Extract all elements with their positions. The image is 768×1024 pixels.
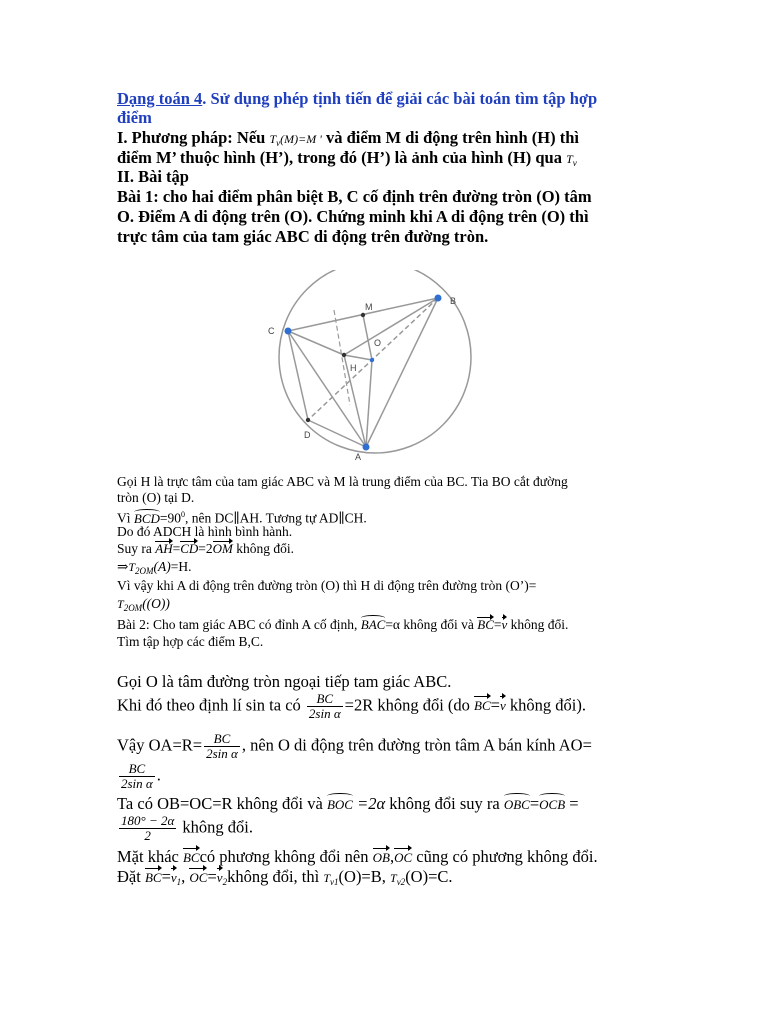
- sol2-line2: Khi đó theo định lí sin ta có $\frac{BC}{\text{2sin α}}$ =2R không đổi (do BC=v không đổi).: [117, 691, 586, 721]
- fraction-ao: $\frac{BC}{\text{2sin α}}$: [121, 761, 153, 791]
- fraction-radius: $\frac{BC}{\text{2sin α}}$: [206, 731, 238, 761]
- altitude-dashed: [334, 310, 350, 405]
- sol1-line4: Do đó ADCH là hình bình hành.: [117, 524, 293, 539]
- fraction-angle: $\frac{180^\circ - 2\alpha}{2}$: [121, 813, 175, 843]
- geometry-figure: [260, 270, 480, 470]
- angle-ocb: OCB: [539, 795, 565, 815]
- bai1-line1: Bài 1: cho hai điểm phân biệt B, C cố định trên đường tròn (O) tâm: [117, 187, 592, 206]
- sol2-line8: Đặt $BC=v_1$, $OC=v_2không$ đổi, thì $T_{v1}(O)=B$, $T_{v2}(O)=C$.: [117, 867, 453, 887]
- heading-line2: điểm: [117, 108, 152, 127]
- point-c: [285, 328, 292, 335]
- sol1-line3: Vì $BCD=90^0$, nên DC∥AH. Tương tự AD∥CH.: [117, 510, 367, 526]
- vector-om: OM: [212, 541, 233, 556]
- bai1-line2: O. Điểm A di động trên (O). Chứng minh khi A di động trên (O) thì: [117, 207, 589, 226]
- method-text: và điểm M di động trên hình (H) thì: [325, 128, 579, 147]
- point-h: [342, 353, 346, 357]
- segment-om: [363, 315, 372, 360]
- label-o: O: [374, 338, 382, 348]
- point-d: [306, 418, 310, 422]
- label-a: A: [355, 452, 362, 462]
- point-b: [435, 295, 442, 302]
- sol1-line1: Gọi H là trực tâm của tam giác ABC và M là trung điểm của BC. Tia BO cắt đường: [117, 474, 568, 489]
- label-h: H: [350, 363, 357, 373]
- sol2-line4: $\frac{BC}{\text{2sin α}}$ .: [121, 761, 161, 791]
- sol1-line8: $T_{2OM}((O))$: [117, 596, 170, 613]
- vector-cd: CD: [180, 541, 199, 556]
- vector-ah: AH: [155, 541, 173, 556]
- segment-dc: [288, 331, 308, 420]
- sol1-line2: tròn (O) tại D.: [117, 490, 195, 505]
- method-line2-text: điểm M’ thuộc hình (H’), trong đó (H’) là ảnh của hình (H) qua: [117, 148, 562, 167]
- point-m: [361, 313, 365, 317]
- segment-ao: [366, 360, 372, 447]
- bai1-line3: trực tâm của tam giác ABC di động trên đường tròn.: [117, 227, 489, 246]
- angle-bac: BAC: [360, 617, 386, 632]
- heading-link[interactable]: Dạng toán 4: [117, 89, 203, 108]
- translation-formula: $T_v(M)=M$ ': [269, 132, 322, 148]
- label-d: D: [304, 430, 311, 440]
- sol2-line3: Vậy OA=R= $\frac{BC}{\text{2sin α}}$ , nên O di động trên đường tròn tâm A bán kính AO=: [117, 731, 592, 761]
- translation-symbol: $T_v$: [566, 152, 577, 168]
- label-c: C: [268, 326, 275, 336]
- exercise-header: II. Bài tập: [117, 167, 189, 186]
- fraction-bc-2sin: $\frac{BC}{\text{2sin α}}$: [308, 691, 341, 721]
- angle-boc: BOC: [327, 795, 353, 815]
- method-label: I. Phương pháp: Nếu: [117, 128, 266, 147]
- point-o: [370, 358, 374, 362]
- vector-bc: BC: [477, 617, 494, 632]
- segment-ho: [344, 355, 372, 360]
- label-b: B: [450, 296, 457, 306]
- angle-bcd: BCD: [133, 510, 160, 526]
- angle-obc: OBC: [504, 795, 530, 815]
- bai2-line2: Tìm tập hợp các điểm B,C.: [117, 634, 264, 649]
- sol1-line5: Suy ra AH=CD=2OM không đổi.: [117, 541, 295, 556]
- point-a: [363, 444, 370, 451]
- sol1-line6: $\Rightarrow T_{2OM}(A)=H$.: [117, 559, 192, 576]
- sol2-line1: Gọi O là tâm đường tròn ngoại tiếp tam giác ABC.: [117, 672, 452, 691]
- sol2-line7: Mặt khác BCcó phương không đổi nên OB,OC cũng có phương không đổi.: [117, 847, 598, 866]
- sol1-line7: Vì vậy khi A di động trên đường tròn (O) thì H di động trên đường tròn (O’)=: [117, 578, 537, 593]
- bai2-line1: Bài 2: Cho tam giác ABC có đỉnh A cố định, BAC=α không đổi và BC=v không đổi.: [117, 617, 569, 632]
- section-heading: [117, 89, 657, 109]
- sol2-line5: Ta có OB=OC=R không đổi và BOC =2α không đổi suy ra OBC=OCB =: [117, 794, 579, 813]
- label-m: M: [365, 302, 373, 312]
- sol2-line6: $\frac{180^\circ - 2\alpha}{2}$ không đổi.: [121, 813, 254, 843]
- heading-text: . Sử dụng phép tịnh tiến để giải các bài toán tìm tập hợp: [202, 89, 598, 108]
